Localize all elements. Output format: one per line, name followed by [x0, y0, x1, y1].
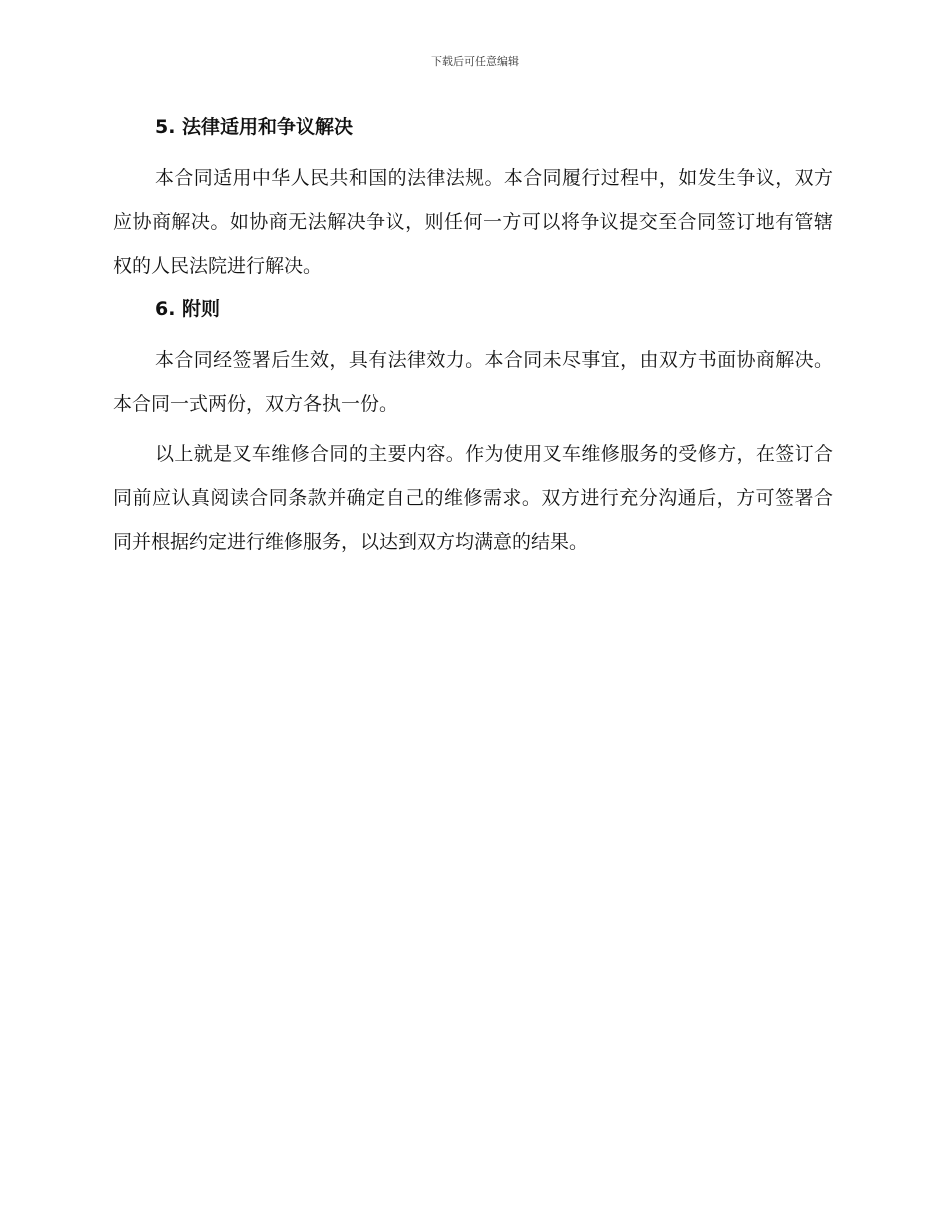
- section-heading-law: 5. 法律适用和争议解决: [155, 116, 354, 138]
- page-header: 下载后可任意编辑: [431, 55, 519, 68]
- document-body: [113, 112, 833, 564]
- section-paragraph-appendix: 本合同经签署后生效，具有法律效力。本合同未尽事宜，由双方书面协商解决。本合同一式两份，双方各执一份。: [113, 349, 833, 415]
- closing-paragraph: 以上就是叉车维修合同的主要内容。作为使用叉车维修服务的受修方，在签订合同前应认真阅读合同条款并确定自己的维修需求。双方进行充分沟通后，方可签署合同并根据约定进行维修服务，以达到双方均满意的结果。: [113, 443, 833, 553]
- section-heading-appendix: 6. 附则: [155, 298, 221, 320]
- section-paragraph-law: 本合同适用中华人民共和国的法律法规。本合同履行过程中，如发生争议，双方应协商解决。如协商无法解决争议，则任何一方可以将争议提交至合同签订地有管辖权的人民法院进行解决。: [113, 167, 833, 277]
